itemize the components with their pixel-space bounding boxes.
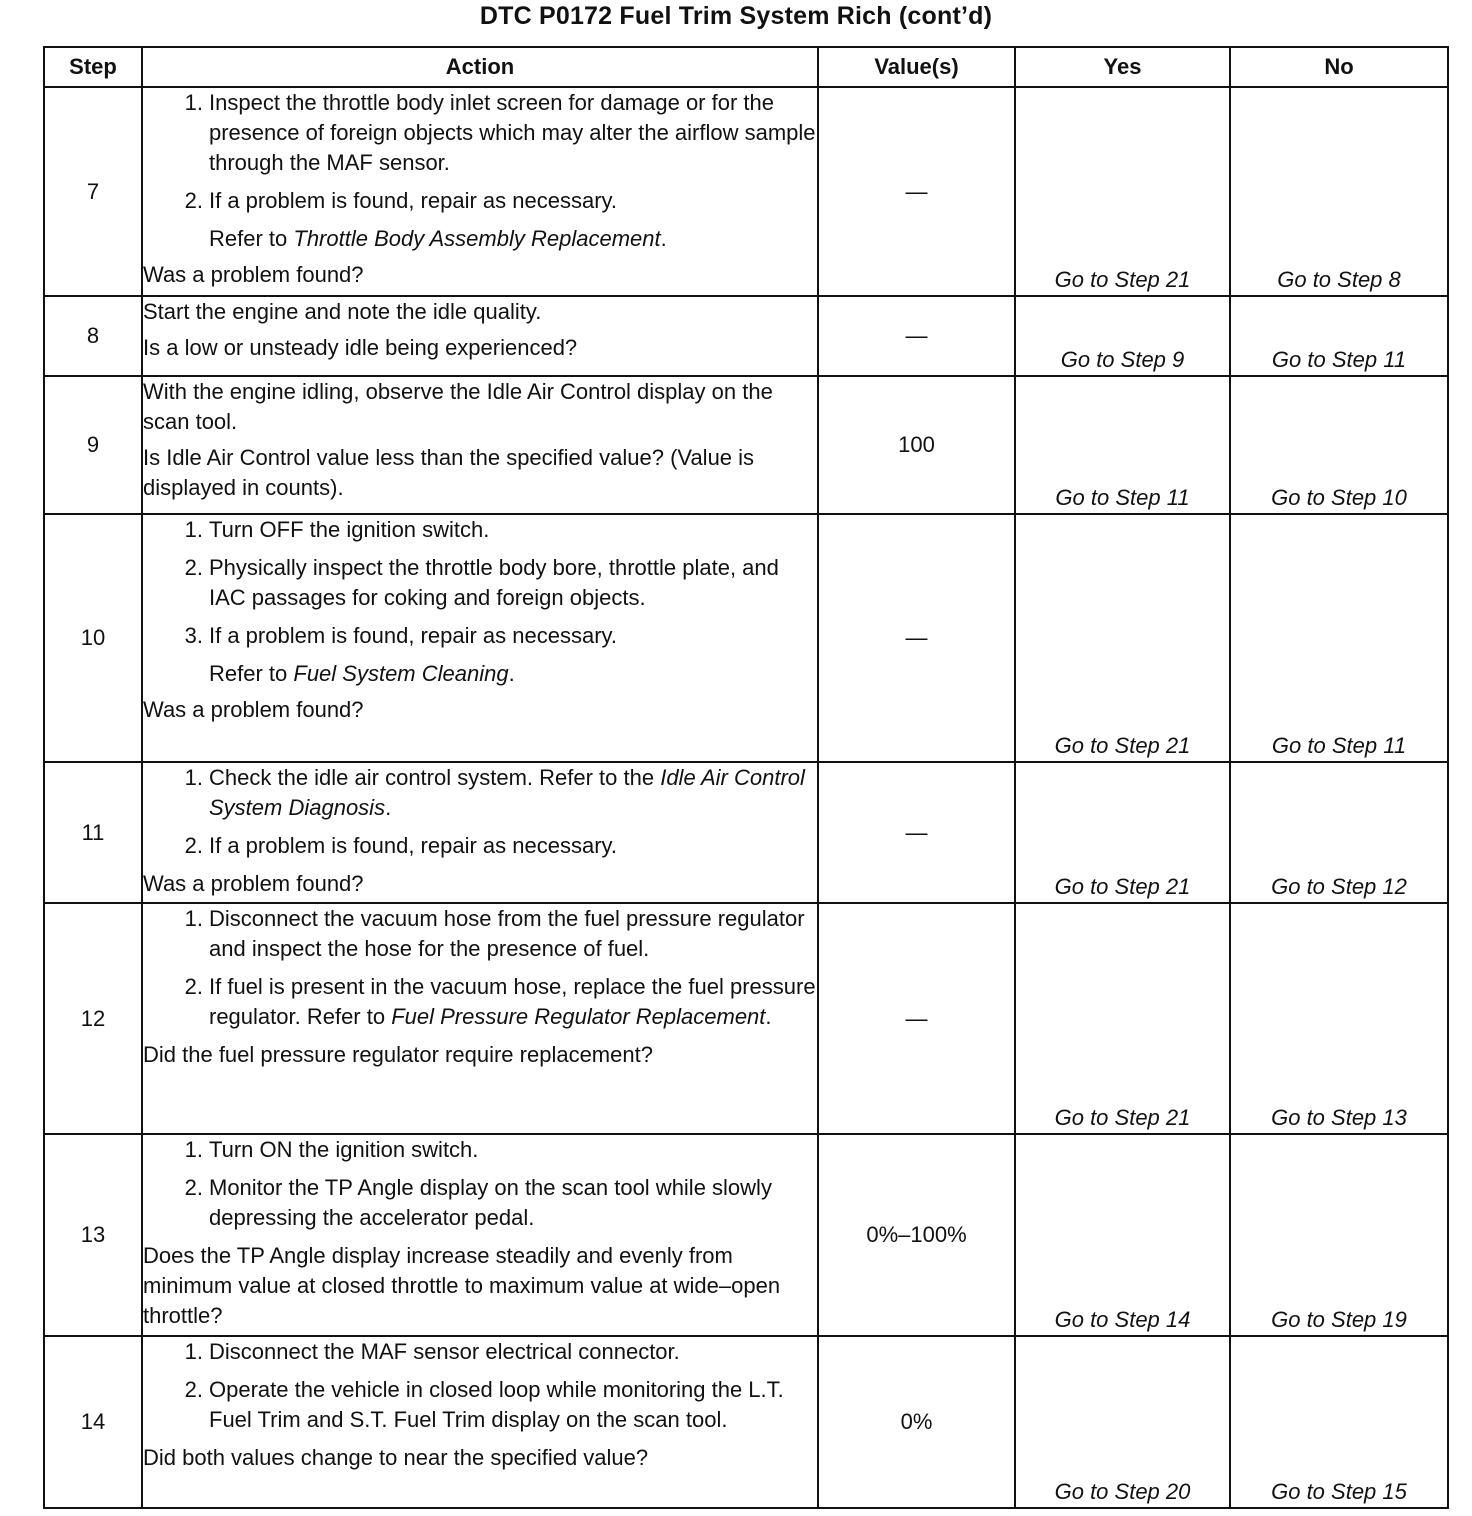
step-number: 9 [44,376,142,514]
table-row [44,1336,1448,1508]
action-question: Is a low or unsteady idle being experienced? [143,335,578,360]
action-cell [142,903,818,1134]
reference-link[interactable]: Throttle Body Assembly Replacement [293,226,661,251]
table-row [44,87,1448,296]
step-number: 11 [44,762,142,903]
table-row [44,376,1448,514]
yes-cell: Go to Step 20 [1015,1336,1230,1508]
action-item: 2. Physically inspect the throttle body bore, throttle plate, and IAC passages for coking and foreign objects. [184,555,779,610]
action-item: 1. Inspect the throttle body inlet screen for damage or for the presence of foreign objects which may alter the airflow sample through the MAF sensor. [184,90,816,175]
yes-cell: Go to Step 14 [1015,1134,1230,1336]
action-cell [142,296,818,376]
value-cell: — [818,903,1015,1134]
no-cell: Go to Step 11 [1230,514,1448,762]
table-row [44,514,1448,762]
yes-cell: Go to Step 21 [1015,903,1230,1134]
action-cell [142,1134,818,1336]
action-cell [142,514,818,762]
action-item: 1. Turn ON the ignition switch. [184,1137,479,1162]
header-values: Value(s) [818,47,1015,87]
value-cell: 0% [818,1336,1015,1508]
no-cell: Go to Step 13 [1230,903,1448,1134]
action-cell [142,376,818,514]
action-text: With the engine idling, observe the Idle Air Control display on the scan tool. [143,379,773,434]
value-cell: — [818,762,1015,903]
table-row [44,762,1448,903]
diagnostic-table [43,46,1449,1509]
no-cell: Go to Step 15 [1230,1336,1448,1508]
step-number: 14 [44,1336,142,1508]
yes-cell: Go to Step 21 [1015,762,1230,903]
step-number: 12 [44,903,142,1134]
no-cell: Go to Step 19 [1230,1134,1448,1336]
action-item: 2. If a problem is found, repair as necessary. [184,188,618,213]
reference-link[interactable]: Idle Air Control System Diagnosis [209,765,805,820]
action-item: 2. Operate the vehicle in closed loop while monitoring the L.T. Fuel Trim and S.T. Fuel Trim display on the scan tool. [184,1377,784,1432]
table-row [44,1134,1448,1336]
page-title: DTC P0172 Fuel Trim System Rich (cont’d) [479,2,993,30]
header-action: Action [142,47,818,87]
header-step: Step [44,47,142,87]
value-cell: — [818,296,1015,376]
reference-link[interactable]: Fuel Pressure Regulator Replacement [391,1004,766,1029]
action-item: 2. If a problem is found, repair as necessary. [184,833,618,858]
action-question: Did both values change to near the specified value? [143,1445,649,1470]
reference-line: Refer to Throttle Body Assembly Replacement. [209,226,667,251]
step-number: 8 [44,296,142,376]
step-number: 13 [44,1134,142,1336]
step-number: 7 [44,87,142,296]
action-item: 2. If fuel is present in the vacuum hose, replace the fuel pressure regulator. Refer to Fuel Pressure Regulator Replacement. [184,974,816,1029]
action-question: Was a problem found? [143,697,364,722]
no-cell: Go to Step 12 [1230,762,1448,903]
action-question: Was a problem found? [143,871,364,896]
reference-line: Refer to Fuel System Cleaning. [209,661,515,686]
action-text: Start the engine and note the idle quality. [143,299,542,324]
yes-cell: Go to Step 11 [1015,376,1230,514]
value-cell: 0%–100% [818,1134,1015,1336]
value-cell: — [818,87,1015,296]
no-cell: Go to Step 8 [1230,87,1448,296]
action-item: 2. Monitor the TP Angle display on the scan tool while slowly depressing the accelerator pedal. [184,1175,772,1230]
reference-link[interactable]: Fuel System Cleaning [293,661,509,686]
action-question: Does the TP Angle display increase steadily and evenly from minimum value at closed throttle to maximum value at wide–open throttle? [143,1243,781,1328]
no-cell: Go to Step 10 [1230,376,1448,514]
action-question: Is Idle Air Control value less than the specified value? (Value is displayed in counts). [143,445,755,500]
action-cell [142,762,818,903]
action-item: 1. Turn OFF the ignition switch. [184,517,490,542]
value-cell: 100 [818,376,1015,514]
yes-cell: Go to Step 9 [1015,296,1230,376]
yes-cell: Go to Step 21 [1015,514,1230,762]
action-question: Was a problem found? [143,262,364,287]
header-no: No [1230,47,1448,87]
action-cell [142,1336,818,1508]
action-item: 1. Check the idle air control system. Refer to the Idle Air Control System Diagnosis. [184,765,805,820]
action-cell [142,87,818,296]
header-yes: Yes [1015,47,1230,87]
yes-cell: Go to Step 21 [1015,87,1230,296]
table-header-row [44,47,1448,87]
step-number: 10 [44,514,142,762]
table-row [44,296,1448,376]
action-item: 3. If a problem is found, repair as necessary. [184,623,618,648]
no-cell: Go to Step 11 [1230,296,1448,376]
action-item: 1. Disconnect the MAF sensor electrical connector. [184,1339,680,1364]
value-cell: — [818,514,1015,762]
action-item: 1. Disconnect the vacuum hose from the fuel pressure regulator and inspect the hose for the presence of fuel. [184,906,805,961]
table-row [44,903,1448,1134]
action-question: Did the fuel pressure regulator require replacement? [143,1042,653,1067]
